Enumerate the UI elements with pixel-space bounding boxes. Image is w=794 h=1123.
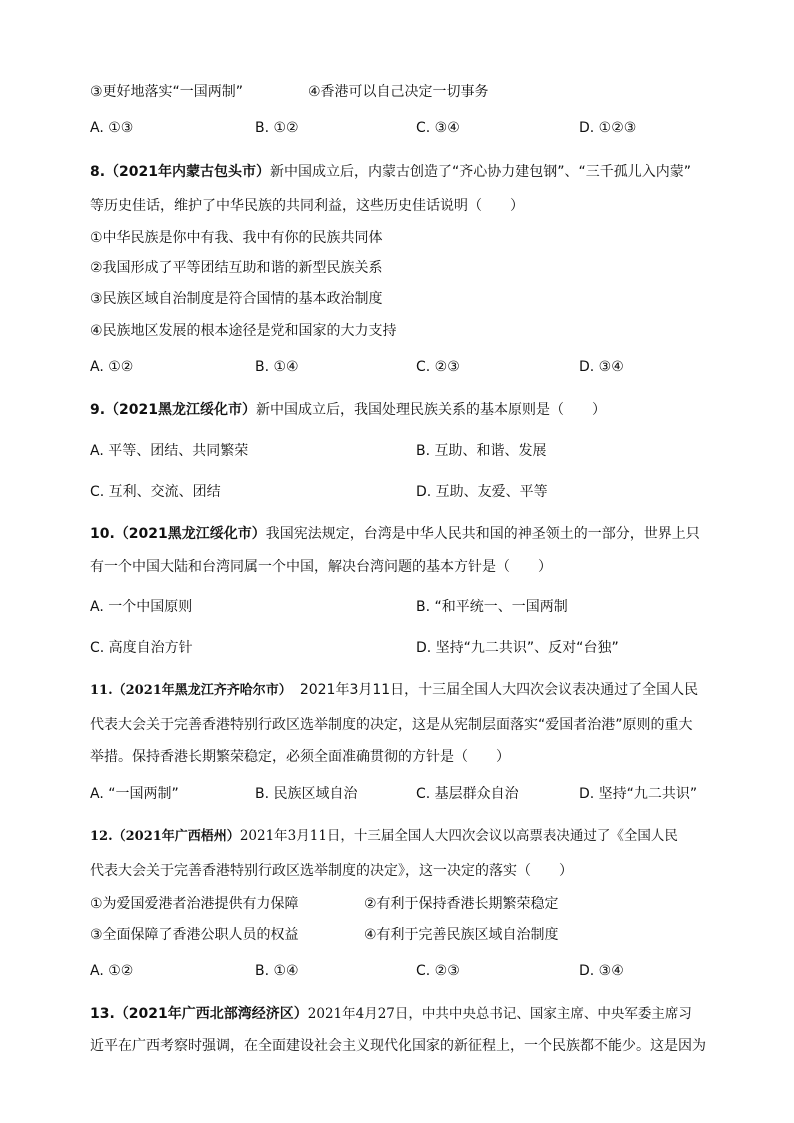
q9-option-c: C. 互利、交流、团结 xyxy=(90,484,221,500)
q7-option-a: A. ①③ xyxy=(90,120,134,136)
q8-item-3: ③民族区域自治制度是符合国情的基本政治制度 xyxy=(90,291,383,307)
q9-text: 新中国成立后，我国处理民族关系的基本原则是（ ） xyxy=(256,402,607,418)
q12-option-d: D. ③④ xyxy=(579,963,624,979)
q11-option-a: A. “一国两制” xyxy=(90,786,179,802)
q12-option-a: A. ①② xyxy=(90,963,134,979)
q7-item-4: ④香港可以自己决定一切事务 xyxy=(308,84,489,100)
q10-option-d: D. 坚持“九二共识”、反对“台独” xyxy=(416,640,619,656)
q10-stem-line-1 xyxy=(90,524,700,544)
q12-option-c: C. ②③ xyxy=(416,963,460,979)
q11-option-c: C. 基层群众自治 xyxy=(416,786,519,802)
q11-option-d: D. 坚持“九二共识” xyxy=(579,786,698,802)
q8-item-2: ②我国形成了平等团结互助和谐的新型民族关系 xyxy=(90,260,383,276)
q13-stem-line-2: 近平在广西考察时强调，在全面建设社会主义现代化国家的新征程上，一个民族都不能少。这是因为 xyxy=(90,1038,706,1054)
q12-text-1: 2021年3月11日，十三届全国人大四次会议以高票表决通过了《全国人民 xyxy=(239,828,678,844)
q13-stem-line-1 xyxy=(90,1004,692,1024)
q7-option-b: B. ①② xyxy=(255,120,299,136)
q12-item-4: ④有利于完善民族区域自治制度 xyxy=(364,927,559,943)
q8-stem-line-2: 等历史佳话，维护了中华民族的共同利益，这些历史佳话说明（ ） xyxy=(90,198,524,214)
q11-option-b: B. 民族区域自治 xyxy=(255,786,358,802)
q12-item-3: ③全面保障了香港公职人员的权益 xyxy=(90,927,299,943)
q11-stem-line-2: 代表大会关于完善香港特别行政区选举制度的决定，这是从宪制层面落实“爱国者治港”原则的重大 xyxy=(90,717,693,733)
q7-option-d: D. ①②③ xyxy=(579,120,637,136)
q8-stem-line-1 xyxy=(90,162,691,182)
q13-source: 13.（2021年广西北部湾经济区） xyxy=(90,1006,308,1022)
q9-option-a: A. 平等、团结、共同繁荣 xyxy=(90,443,249,459)
q8-item-4: ④民族地区发展的根本途径是党和国家的大力支持 xyxy=(90,323,397,339)
q11-stem-line-1 xyxy=(90,680,698,701)
q12-option-b: B. ①④ xyxy=(255,963,299,979)
q7-item-3: ③更好地落实“一国两制” xyxy=(90,84,244,100)
q10-source: 10.（2021黑龙江绥化市） xyxy=(90,526,266,542)
q12-item-1: ①为爱国爱港者治港提供有力保障 xyxy=(90,896,299,912)
q12-item-2: ②有利于保持香港长期繁荣稳定 xyxy=(364,896,559,912)
q7-option-c: C. ③④ xyxy=(416,120,460,136)
q10-option-b: B. “和平统一、一国两制 xyxy=(416,599,568,615)
q10-option-c: C. 高度自治方针 xyxy=(90,640,193,656)
q8-item-1: ①中华民族是你中有我、我中有你的民族共同体 xyxy=(90,230,383,246)
q8-option-a: A. ①② xyxy=(90,359,134,375)
q11-text-1: 2021年3月11日，十三届全国人大四次会议表决通过了全国人民 xyxy=(299,682,699,698)
q9-stem xyxy=(90,400,606,420)
q12-source: 12.（2021年广西梧州） xyxy=(90,829,240,844)
q11-source: 11.（2021年黑龙江齐齐哈尔市） xyxy=(90,683,292,698)
q10-stem-line-2: 有一个中国大陆和台湾同属一个中国，解决台湾问题的基本方针是（ ） xyxy=(90,559,552,575)
q9-source: 9.（2021黑龙江绥化市） xyxy=(90,402,257,418)
q8-source: 8.（2021年内蒙古包头市） xyxy=(90,164,271,180)
q9-option-d: D. 互助、友爱、平等 xyxy=(416,484,548,500)
q8-option-b: B. ①④ xyxy=(255,359,299,375)
q12-stem-line-1 xyxy=(90,826,678,847)
q8-text-1: 新中国成立后，内蒙古创造了“齐心协力建包钢”、“三千孤儿入内蒙” xyxy=(270,164,692,180)
q11-stem-line-3: 举措。保持香港长期繁荣稳定，必须全面准确贯彻的方针是（ ） xyxy=(90,749,510,765)
q8-option-d: D. ③④ xyxy=(579,359,624,375)
q10-text-1: 我国宪法规定，台湾是中华人民共和国的神圣领土的一部分，世界上只 xyxy=(265,526,700,542)
q10-option-a: A. 一个中国原则 xyxy=(90,599,193,615)
q8-option-c: C. ②③ xyxy=(416,359,460,375)
q9-option-b: B. 互助、和谐、发展 xyxy=(416,443,547,459)
q13-text-1: 2021年4月27日，中共中央总书记、国家主席、中央军委主席习 xyxy=(307,1006,692,1022)
q12-stem-line-2: 代表大会关于完善香港特别行政区选举制度的决定》，这一决定的落实（ ） xyxy=(90,863,573,879)
